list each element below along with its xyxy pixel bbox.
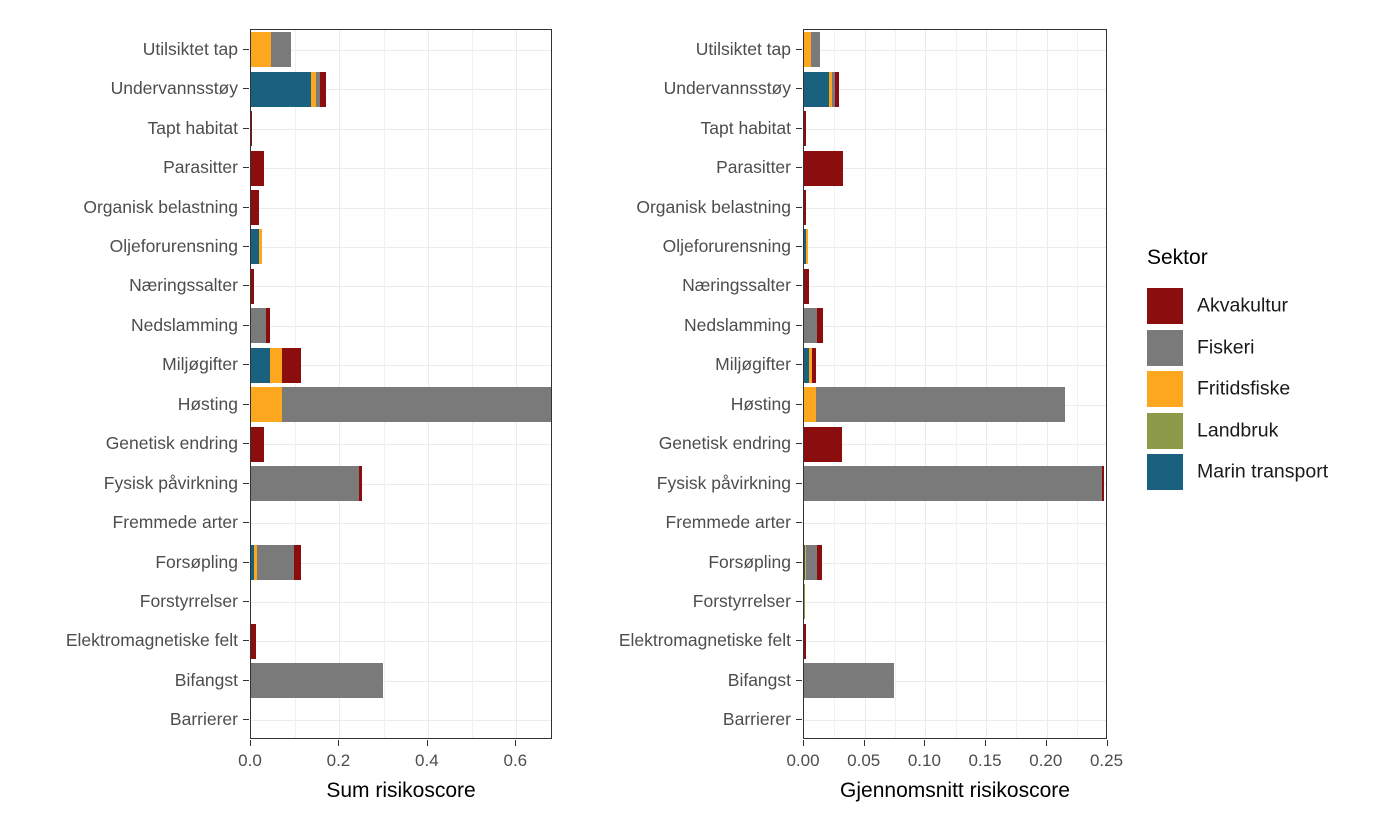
x-tick-label: 0.4 [415,751,439,770]
bar-segment-fiskeri [251,466,359,501]
x-tick-mark [1046,740,1047,746]
legend-label: Fiskeri [1197,336,1255,358]
x-tick-label: 0.05 [847,751,881,770]
gridline-minor [295,30,296,738]
legend-item-fritidsfiske [1147,371,1291,407]
y-tick-mark [243,562,249,563]
gridline-minor [956,30,957,738]
bar-segment-marin-transport [251,229,259,264]
gridline-minor [834,30,835,738]
x-tick-mark [803,740,804,746]
bar-segment-fiskeri [257,545,294,580]
gridline-major [986,30,987,738]
x-tick-mark [250,740,251,746]
bar-segment-fiskeri [804,308,817,343]
y-tick-mark [243,207,249,208]
category-label-elektromagnetiske-felt: Elektromagnetiske felt [65,630,238,651]
bar-segment-akvakultur [251,624,256,659]
bar-segment-fiskeri [271,32,291,67]
category-label-organisk-belastning: Organisk belastning [83,196,238,217]
y-tick-mark [243,246,249,247]
y-tick-mark [243,325,249,326]
category-label-fors-pling: Forsøpling [155,551,238,572]
y-tick-mark [796,167,802,168]
category-label-barrierer: Barrierer [722,709,791,730]
bar-segment-akvakultur [282,348,301,383]
category-label-genetisk-endring: Genetisk endring [105,433,238,454]
bar-segment-akvakultur [359,466,361,501]
x-tick-mark [427,740,428,746]
x-tick-label: 0.10 [907,751,941,770]
y-tick-mark [796,325,802,326]
legend-item-fiskeri [1147,330,1255,366]
y-tick-mark [243,167,249,168]
y-tick-mark [243,404,249,405]
y-tick-mark [796,443,802,444]
gridline-major [865,30,866,738]
y-tick-mark [796,483,802,484]
x-tick-mark [1107,740,1108,746]
bar-segment-fiskeri [251,663,383,698]
bar-segment-fritidsfiske [259,229,263,264]
x-axis-title: Gjennomsnitt risikoscore [840,779,1070,802]
legend-label: Akvakultur [1197,294,1289,317]
bar-segment-akvakultur [251,151,264,186]
y-tick-mark [796,49,802,50]
bar-segment-fritidsfiske [270,348,282,383]
legend-key-swatch [1147,288,1183,324]
category-label-oljeforurensning: Oljeforurensning [662,235,791,256]
x-tick-mark [864,740,865,746]
bar-segment-akvakultur [1102,466,1104,501]
category-label-parasitter: Parasitter [716,157,791,178]
y-tick-mark [243,640,249,641]
bar-segment-akvakultur [251,190,259,225]
category-label-bifangst: Bifangst [174,669,238,690]
y-tick-mark [796,562,802,563]
category-label-fremmede-arter: Fremmede arter [665,512,791,533]
category-label-tapt-habitat: Tapt habitat [147,117,238,138]
category-label-nedslamming: Nedslamming [131,314,238,335]
category-label-forstyrrelser: Forstyrrelser [139,590,238,611]
legend-label: Fritidsfiske [1197,377,1291,400]
category-label-forstyrrelser: Forstyrrelser [692,590,791,611]
bar-segment-akvakultur [804,151,843,186]
y-tick-mark [243,364,249,365]
y-tick-mark [243,483,249,484]
legend-label: Marin transport [1197,460,1329,483]
x-axis-title: Sum risikoscore [326,779,476,802]
bar-segment-fritidsfiske [804,387,816,422]
legend-key-swatch [1147,371,1183,407]
category-label-fors-pling: Forsøpling [708,551,791,572]
bar-segment-akvakultur [804,190,806,225]
category-label-h-sting: Høsting [177,393,238,414]
legend-items [1147,288,1329,490]
bar-segment-fiskeri [804,466,1102,501]
category-label-organisk-belastning: Organisk belastning [636,196,791,217]
y-tick-mark [243,128,249,129]
y-tick-mark [243,285,249,286]
gridline-minor [895,30,896,738]
category-label-nedslamming: Nedslamming [684,314,791,335]
bar-segment-akvakultur [251,427,264,462]
y-tick-mark [796,522,802,523]
legend-item-akvakultur [1147,288,1289,324]
legend-item-marin-transport [1147,454,1329,490]
panel-gjennomsnitt-risikoscore [803,29,1107,739]
bar-segment-akvakultur [251,111,252,146]
bar-segment-marin-transport [804,72,829,107]
x-tick-label: 0.25 [1089,751,1124,770]
category-label-barrierer: Barrierer [169,709,238,730]
bar-segment-akvakultur [320,72,326,107]
y-tick-mark [796,601,802,602]
x-tick-mark [924,740,925,746]
y-tick-mark [796,207,802,208]
category-label-milj-gifter: Miljøgifter [715,354,791,375]
category-label-fremmede-arter: Fremmede arter [112,512,238,533]
category-label-undervannsst-y: Undervannsstøy [663,78,791,99]
gridline-major [1047,30,1048,738]
legend-item-landbruk [1147,413,1279,449]
y-tick-mark [796,246,802,247]
bar-segment-fritidsfiske [251,387,282,422]
x-tick-mark [985,740,986,746]
gridline-major [339,30,340,738]
y-tick-mark [796,128,802,129]
bar-segment-marin-transport [251,348,270,383]
y-tick-mark [796,88,802,89]
category-label-n-ringssalter: Næringssalter [129,275,238,296]
bar-segment-akvakultur [804,427,842,462]
legend-sektor [1147,246,1329,496]
x-tick-mark [515,740,516,746]
legend-label: Landbruk [1197,419,1279,441]
category-label-bifangst: Bifangst [727,669,791,690]
y-tick-mark [796,640,802,641]
category-label-fysisk-p-virkning: Fysisk påvirkning [103,472,238,493]
bar-segment-landbruk [804,584,805,619]
bar-segment-fiskeri [804,663,894,698]
y-tick-mark [243,49,249,50]
bar-segment-akvakultur [817,545,821,580]
bar-segment-akvakultur [804,624,806,659]
category-label-fysisk-p-virkning: Fysisk påvirkning [656,472,791,493]
y-tick-mark [243,443,249,444]
x-tick-label: 0.0 [238,751,262,770]
bar-segment-akvakultur [804,269,809,304]
gridline-major [925,30,926,738]
bar-segment-fiskeri [806,545,818,580]
legend-title: Sektor [1147,246,1208,269]
category-label-undervannsst-y: Undervannsstøy [110,78,238,99]
category-label-tapt-habitat: Tapt habitat [700,117,791,138]
legend-key-swatch [1147,454,1183,490]
gridline-minor [384,30,385,738]
x-tick-mark [338,740,339,746]
x-tick-label: 0.15 [968,751,1002,770]
gridline-minor [1077,30,1078,738]
gridline-major [428,30,429,738]
category-label-genetisk-endring: Genetisk endring [658,433,791,454]
bar-segment-akvakultur [294,545,301,580]
bar-segment-akvakultur [251,269,254,304]
x-tick-label: 0.00 [786,751,820,770]
bar-segment-marin-transport [251,72,311,107]
bar-segment-akvakultur [266,308,270,343]
bar-segment-fiskeri [816,387,1065,422]
bar-segment-fiskeri [282,387,552,422]
panel-sum-risikoscore [250,29,552,739]
category-label-n-ringssalter: Næringssalter [682,275,791,296]
y-tick-mark [796,364,802,365]
y-tick-mark [243,719,249,720]
y-tick-mark [243,88,249,89]
gridline-minor [472,30,473,738]
y-tick-mark [796,719,802,720]
legend-key-swatch [1147,413,1183,449]
category-label-milj-gifter: Miljøgifter [162,354,238,375]
bar-segment-fritidsfiske [806,229,808,264]
bar-segment-fiskeri [811,32,820,67]
category-label-elektromagnetiske-felt: Elektromagnetiske felt [618,630,791,651]
bar-segment-fritidsfiske [251,32,271,67]
y-tick-mark [243,522,249,523]
category-label-utilsiktet-tap: Utilsiktet tap [142,38,238,59]
x-tick-label: 0.20 [1029,751,1063,770]
y-tick-mark [796,680,802,681]
gridline-major [516,30,517,738]
y-tick-mark [243,680,249,681]
category-label-parasitter: Parasitter [163,157,238,178]
x-tick-label: 0.6 [503,751,528,770]
bar-segment-akvakultur [835,72,839,107]
bar-segment-fiskeri [251,308,266,343]
y-tick-mark [243,601,249,602]
gridline-minor [1016,30,1017,738]
category-label-oljeforurensning: Oljeforurensning [109,235,238,256]
bar-segment-akvakultur [804,111,806,146]
category-label-utilsiktet-tap: Utilsiktet tap [695,38,791,59]
bar-segment-akvakultur [817,308,822,343]
y-tick-mark [796,285,802,286]
bar-segment-akvakultur [812,348,816,383]
legend-key-swatch [1147,330,1183,366]
x-tick-label: 0.2 [326,751,351,770]
y-tick-mark [796,404,802,405]
category-label-h-sting: Høsting [730,393,791,414]
bar-segment-fritidsfiske [804,32,811,67]
